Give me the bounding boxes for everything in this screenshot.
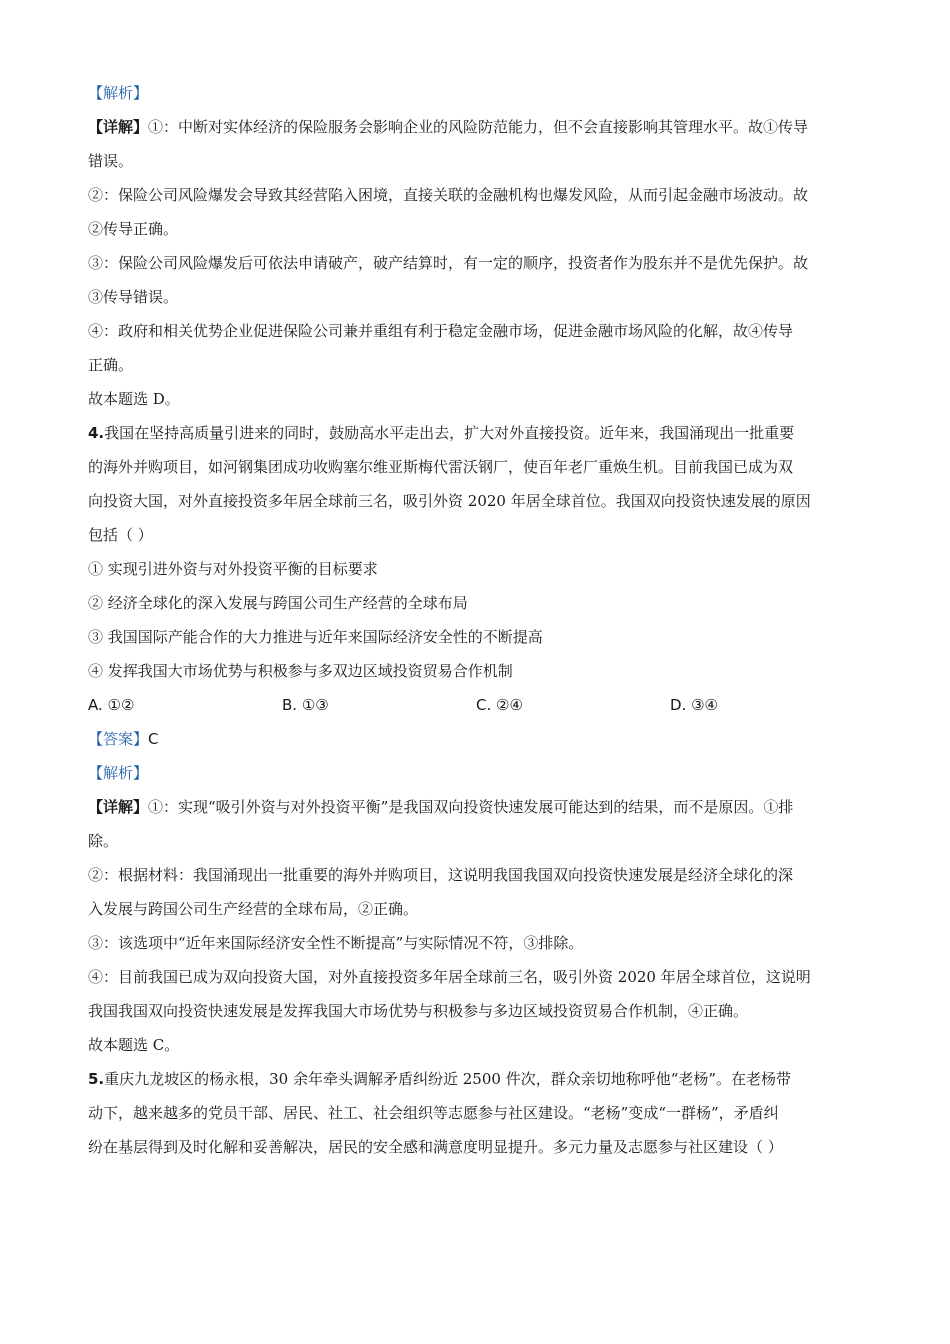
question-item: ③ 我国国际产能合作的大力推进与近年来国际经济安全性的不断提高 [88, 628, 543, 646]
detail-line: 【详解】①：中断对实体经济的保险服务会影响企业的风险防范能力，但不会直接影响其管理水平。故①传导 [88, 118, 809, 136]
conclusion-line: 故本题选 D。 [88, 390, 180, 408]
question-stem: 包括（ ） [88, 526, 153, 544]
detail-line: 我国我国双向投资快速发展是发挥我国大市场优势与积极参与多边区域投资贸易合作机制，④正确。 [88, 1002, 749, 1020]
question-stem: 纷在基层得到及时化解和妥善解决，居民的安全感和满意度明显提升。多元力量及志愿参与社区建设（ ） [88, 1138, 783, 1156]
question-item: ② 经济全球化的深入发展与跨国公司生产经营的全球布局 [88, 594, 468, 612]
detail-line: ②：根据材料：我国涌现出一批重要的海外并购项目，这说明我国我国双向投资快速发展是经济全球化的深 [88, 866, 794, 884]
option-b: B. ①③ [282, 696, 329, 714]
detail-line: ③：该选项中“近年来国际经济安全性不断提高”与实际情况不符，③排除。 [88, 934, 584, 952]
detail-line: 正确。 [88, 356, 134, 374]
question-stem: 动下，越来越多的党员干部、居民、社工、社会组织等志愿参与社区建设。“老杨”变成“一群杨”，矛盾纠 [88, 1104, 779, 1122]
option-a: A. ①② [88, 696, 135, 714]
detail-line: 错误。 [88, 152, 134, 170]
detail-line: ③传导错误。 [88, 288, 179, 306]
question-item: ④ 发挥我国大市场优势与积极参与多双边区域投资贸易合作机制 [88, 662, 513, 680]
detail-line: 【详解】①：实现“吸引外资与对外投资平衡”是我国双向投资快速发展可能达到的结果，而不是原因。①排 [88, 798, 794, 816]
question-stem: 4.我国在坚持高质量引进来的同时，鼓励高水平走出去，扩大对外直接投资。近年来，我国涌现出一批重要 [88, 424, 795, 442]
detail-line: ③：保险公司风险爆发后可依法申请破产，破产结算时，有一定的顺序，投资者作为股东并不是优先保护。故 [88, 254, 809, 272]
detail-tag: 【详解】 [88, 118, 149, 136]
answer-value: C [148, 730, 159, 748]
conclusion-line: 故本题选 C。 [88, 1036, 180, 1054]
answer-tag: 【答案】 [88, 730, 149, 748]
detail-line: ④：政府和相关优势企业促进保险公司兼并重组有利于稳定金融市场，促进金融市场风险的化解，故④传导 [88, 322, 794, 340]
detail-tag: 【详解】 [88, 798, 149, 816]
option-c: C. ②④ [476, 696, 523, 714]
detail-line: 入发展与跨国公司生产经营的全球布局，②正确。 [88, 900, 419, 918]
answer-line [88, 722, 878, 756]
detail-line: ②：保险公司风险爆发会导致其经营陷入困境，直接关联的金融机构也爆发风险，从而引起金融市场波动。故 [88, 186, 809, 204]
detail-line: ②传导正确。 [88, 220, 179, 238]
detail-line: ④：目前我国已成为双向投资大国，对外直接投资多年居全球前三名，吸引外资 2020 年居全球首位，这说明 [88, 968, 811, 986]
question-stem: 的海外并购项目，如河钢集团成功收购塞尔维亚斯梅代雷沃钢厂，使百年老厂重焕生机。目前我国已成为双 [88, 458, 794, 476]
question-stem: 5.重庆九龙坡区的杨永根，30 余年牵头调解矛盾纠纷近 2500 件次，群众亲切地称呼他“老杨”。在老杨带 [88, 1070, 792, 1088]
analysis-heading: 【解析】 [88, 84, 149, 102]
detail-line: 除。 [88, 832, 119, 850]
analysis-heading: 【解析】 [88, 764, 149, 782]
question-item: ① 实现引进外资与对外投资平衡的目标要求 [88, 560, 378, 578]
answer-options [88, 688, 878, 722]
option-d: D. ③④ [670, 696, 718, 714]
question-number: 4. [88, 424, 105, 442]
question-number: 5. [88, 1070, 105, 1088]
document-page [88, 76, 878, 1164]
question-stem: 向投资大国，对外直接投资多年居全球前三名，吸引外资 2020 年居全球首位。我国双向投资快速发展的原因 [88, 492, 811, 510]
